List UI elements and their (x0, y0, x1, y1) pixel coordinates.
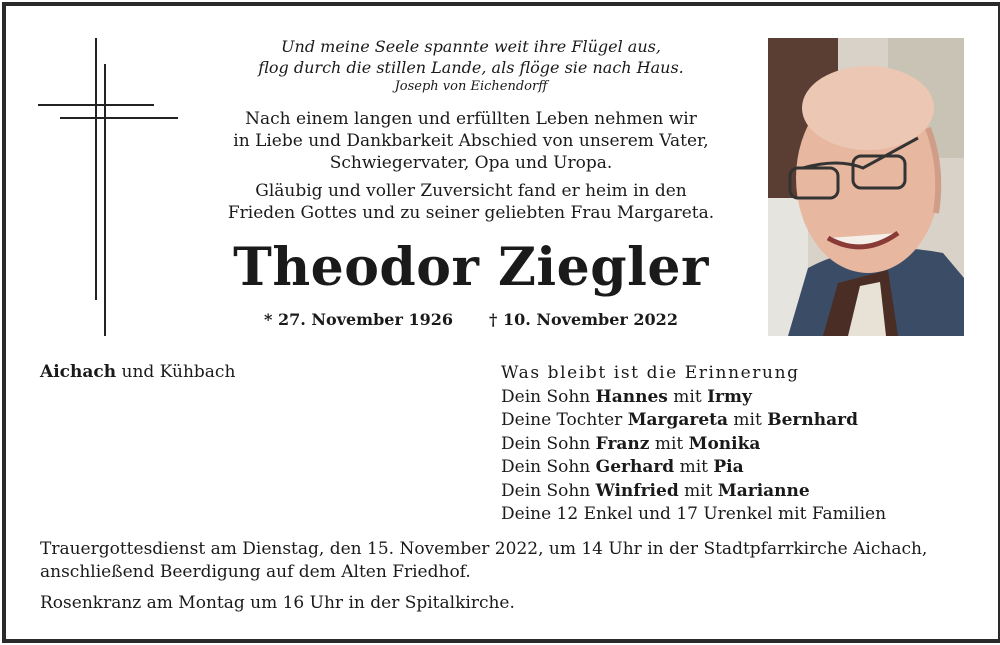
faith-line-1: Gläubig und voller Zuversicht fand er heim in den (255, 181, 687, 201)
family-list (501, 362, 886, 527)
member-name: Hannes (595, 386, 668, 407)
service-line-1: Trauergottesdienst am Dienstag, den 15. November 2022, um 14 Uhr in der Stadtpfarrkirche Aichach, (40, 539, 928, 559)
location-primary: Aichach (40, 362, 117, 382)
faith-text (186, 180, 756, 224)
header-text (186, 36, 756, 329)
connector: mit (667, 386, 708, 407)
member-name: Winfried (595, 480, 679, 501)
faith-line-2: Frieden Gottes und zu seiner geliebten Frau Margareta. (227, 203, 715, 223)
connector: mit (674, 457, 714, 477)
quote-author: Joseph von Eichendorff (394, 79, 548, 94)
relation: Dein Sohn (501, 457, 596, 477)
portrait-photo (768, 38, 964, 336)
partner-name: Monika (688, 433, 761, 454)
member-name: Margareta (627, 410, 729, 430)
grandchildren-line: Deine 12 Enkel und 17 Urenkel mit Familien (501, 504, 887, 524)
relation: Dein Sohn (501, 386, 596, 407)
partner-name: Pia (713, 457, 744, 477)
partner-name: Marianne (717, 480, 810, 501)
member-name: Gerhard (595, 457, 675, 477)
intro-line-1: Nach einem langen und erfüllten Leben nehmen wir (245, 109, 697, 129)
quote-line-1: Und meine Seele spannte weit ihre Flügel aus, (281, 37, 661, 56)
partner-name: Irmy (707, 386, 752, 407)
intro-line-3: Schwiegervater, Opa und Uropa. (329, 153, 613, 173)
partner-name: Bernhard (767, 410, 858, 430)
connector: mit (678, 480, 718, 501)
family-member (501, 480, 886, 504)
intro-text (186, 108, 756, 174)
deceased-name: Theodor Ziegler (233, 237, 709, 298)
relation: Deine Tochter (501, 410, 628, 430)
family-member (501, 433, 886, 457)
relation: Dein Sohn (501, 433, 596, 454)
location-connector: und (116, 362, 160, 382)
connector: mit (649, 433, 689, 454)
member-name: Franz (595, 433, 650, 454)
life-dates (186, 310, 756, 329)
location-secondary: Kühbach (159, 362, 236, 382)
service-info (40, 538, 970, 615)
family-member (501, 456, 886, 480)
family-member (501, 386, 886, 410)
family-member (501, 409, 886, 433)
intro-line-2: in Liebe und Dankbarkeit Abschied von unserem Vater, (233, 131, 709, 151)
family-heading: Was bleibt ist die Erinnerung (501, 363, 800, 383)
quote-line-2: flog durch die stillen Lande, als flöge sie nach Haus. (258, 58, 684, 77)
birth-date: * 27. November 1926 (264, 310, 453, 329)
relation: Dein Sohn (501, 480, 596, 501)
location (40, 362, 235, 382)
death-date: † 10. November 2022 (489, 310, 678, 329)
rosary-line: Rosenkranz am Montag um 16 Uhr in der Spitalkirche. (40, 593, 515, 613)
connector: mit (728, 410, 768, 430)
portrait-image (768, 38, 964, 336)
obituary-frame (2, 2, 1000, 643)
service-line-2: anschließend Beerdigung auf dem Alten Friedhof. (40, 562, 471, 582)
